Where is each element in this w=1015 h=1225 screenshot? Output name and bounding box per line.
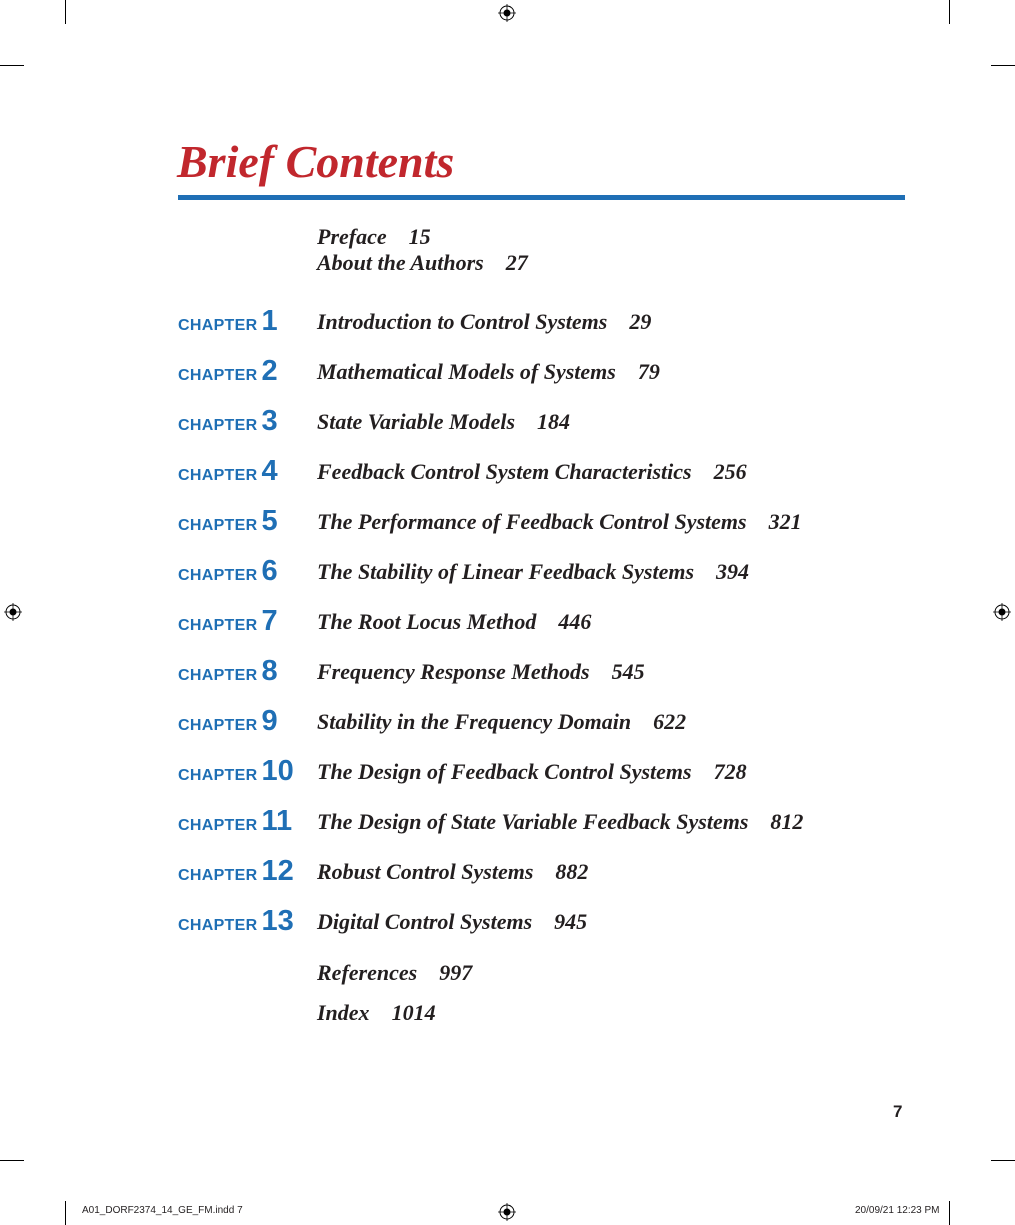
entry-page: 29	[629, 309, 652, 334]
chapter-number: 3	[261, 405, 278, 437]
entry-title: Frequency Response Methods	[317, 659, 590, 684]
entry-page: 256	[713, 459, 747, 484]
chapter-number: 6	[261, 555, 278, 587]
registration-mark-icon	[498, 4, 516, 22]
entry-page: 446	[558, 609, 592, 634]
chapter-word: CHAPTER	[178, 417, 258, 434]
page-title: Brief Contents	[177, 136, 455, 187]
toc-entry-chapter-7[interactable]	[178, 605, 918, 655]
registration-mark-icon	[993, 603, 1011, 621]
slug-file: A01_DORF2374_14_GE_FM.indd 7	[82, 1205, 243, 1216]
toc-entry-chapter-8[interactable]	[178, 655, 918, 705]
chapter-label	[178, 705, 278, 741]
chapter-title-group	[317, 559, 749, 585]
toc-entry-chapter-3[interactable]	[178, 405, 918, 455]
entry-title: The Design of State Variable Feedback Systems	[317, 809, 749, 834]
chapter-label	[178, 555, 278, 591]
slug-timestamp: 20/09/21 12:23 PM	[855, 1205, 940, 1216]
chapter-number: 11	[261, 805, 293, 837]
toc-entry-chapter-6[interactable]	[178, 555, 918, 605]
chapter-label	[178, 855, 294, 891]
chapter-label	[178, 905, 294, 941]
entry-title: About the Authors	[317, 250, 484, 275]
crop-mark	[65, 0, 66, 24]
chapter-number: 5	[261, 505, 278, 537]
chapter-label	[178, 655, 278, 691]
entry-title: Digital Control Systems	[317, 909, 533, 934]
chapter-word: CHAPTER	[178, 317, 258, 334]
chapter-word: CHAPTER	[178, 517, 258, 534]
toc-entry-chapter-2[interactable]	[178, 355, 918, 405]
entry-title: Feedback Control System Characteristics	[317, 459, 692, 484]
chapter-label	[178, 305, 278, 341]
front-matter-list	[317, 224, 528, 276]
entry-title: The Root Locus Method	[317, 609, 537, 634]
chapter-word: CHAPTER	[178, 767, 258, 784]
entry-title: Robust Control Systems	[317, 859, 534, 884]
chapter-label	[178, 455, 278, 491]
chapter-number: 9	[261, 705, 278, 737]
chapter-number: 2	[261, 355, 278, 387]
toc-entry-index[interactable]	[317, 1000, 472, 1040]
chapter-label	[178, 355, 278, 391]
crop-mark	[949, 1201, 950, 1225]
chapter-number: 7	[261, 605, 278, 637]
toc-entry-chapter-11[interactable]	[178, 805, 918, 855]
entry-page: 15	[408, 224, 431, 249]
chapter-title-group	[317, 409, 570, 435]
toc-entry-preface[interactable]	[317, 224, 528, 250]
entry-title: Mathematical Models of Systems	[317, 359, 616, 384]
registration-mark-icon	[4, 603, 22, 621]
entry-page: 321	[768, 509, 802, 534]
chapter-label	[178, 805, 292, 841]
entry-title: Preface	[317, 224, 387, 249]
chapter-word: CHAPTER	[178, 917, 258, 934]
entry-page: 394	[716, 559, 750, 584]
title-rule	[178, 195, 905, 200]
toc-entry-references[interactable]	[317, 960, 472, 1000]
chapter-number: 1	[261, 305, 278, 337]
chapter-title-group	[317, 709, 686, 735]
entry-page: 79	[637, 359, 660, 384]
entry-title: The Performance of Feedback Control Systems	[317, 509, 747, 534]
chapter-word: CHAPTER	[178, 667, 258, 684]
chapter-word: CHAPTER	[178, 617, 258, 634]
chapter-title-group	[317, 659, 645, 685]
chapter-word: CHAPTER	[178, 817, 258, 834]
entry-title: References	[317, 960, 418, 985]
entry-page: 1014	[391, 1000, 436, 1025]
entry-title: Stability in the Frequency Domain	[317, 709, 632, 734]
registration-mark-icon	[498, 1203, 516, 1221]
entry-page: 27	[505, 250, 528, 275]
entry-page: 882	[555, 859, 589, 884]
chapter-word: CHAPTER	[178, 567, 258, 584]
entry-page: 622	[653, 709, 687, 734]
crop-mark	[0, 1160, 24, 1161]
chapter-word: CHAPTER	[178, 867, 258, 884]
entry-title: Introduction to Control Systems	[317, 309, 608, 334]
chapter-label	[178, 405, 278, 441]
chapter-title-group	[317, 509, 802, 535]
entry-title: The Design of Feedback Control Systems	[317, 759, 692, 784]
chapter-word: CHAPTER	[178, 467, 258, 484]
chapter-number: 4	[261, 455, 278, 487]
entry-page: 545	[611, 659, 645, 684]
crop-mark	[65, 1201, 66, 1225]
chapter-title-group	[317, 909, 587, 935]
entry-title: State Variable Models	[317, 409, 516, 434]
chapter-title-group	[317, 809, 803, 835]
chapter-title-group	[317, 859, 588, 885]
chapter-number: 10	[261, 755, 294, 787]
toc-entry-chapter-5[interactable]	[178, 505, 918, 555]
chapter-title-group	[317, 759, 747, 785]
chapter-title-group	[317, 309, 651, 335]
chapter-word: CHAPTER	[178, 717, 258, 734]
toc-entry-chapter-12[interactable]	[178, 855, 918, 905]
entry-page: 728	[713, 759, 747, 784]
toc-entry-chapter-10[interactable]	[178, 755, 918, 805]
crop-mark	[991, 65, 1015, 66]
chapter-list	[178, 305, 918, 955]
toc-entry-about-authors[interactable]	[317, 250, 528, 276]
toc-entry-chapter-9[interactable]	[178, 705, 918, 755]
crop-mark	[991, 1160, 1015, 1161]
back-matter-list	[317, 960, 472, 1040]
entry-page: 812	[770, 809, 804, 834]
entry-page: 945	[554, 909, 588, 934]
entry-title: Index	[317, 1000, 370, 1025]
crop-mark	[0, 65, 24, 66]
chapter-label	[178, 755, 294, 791]
chapter-label	[178, 505, 278, 541]
toc-entry-chapter-4[interactable]	[178, 455, 918, 505]
crop-mark	[949, 0, 950, 24]
page-number: 7	[893, 1102, 903, 1121]
chapter-label	[178, 605, 278, 641]
chapter-title-group	[317, 459, 747, 485]
chapter-number: 8	[261, 655, 278, 687]
chapter-number: 12	[261, 855, 294, 887]
chapter-number: 13	[261, 905, 294, 937]
entry-page: 997	[439, 960, 473, 985]
toc-entry-chapter-13[interactable]	[178, 905, 918, 955]
chapter-title-group	[317, 609, 591, 635]
toc-entry-chapter-1[interactable]	[178, 305, 918, 355]
entry-page: 184	[537, 409, 571, 434]
chapter-title-group	[317, 359, 660, 385]
entry-title: The Stability of Linear Feedback Systems	[317, 559, 695, 584]
chapter-word: CHAPTER	[178, 367, 258, 384]
